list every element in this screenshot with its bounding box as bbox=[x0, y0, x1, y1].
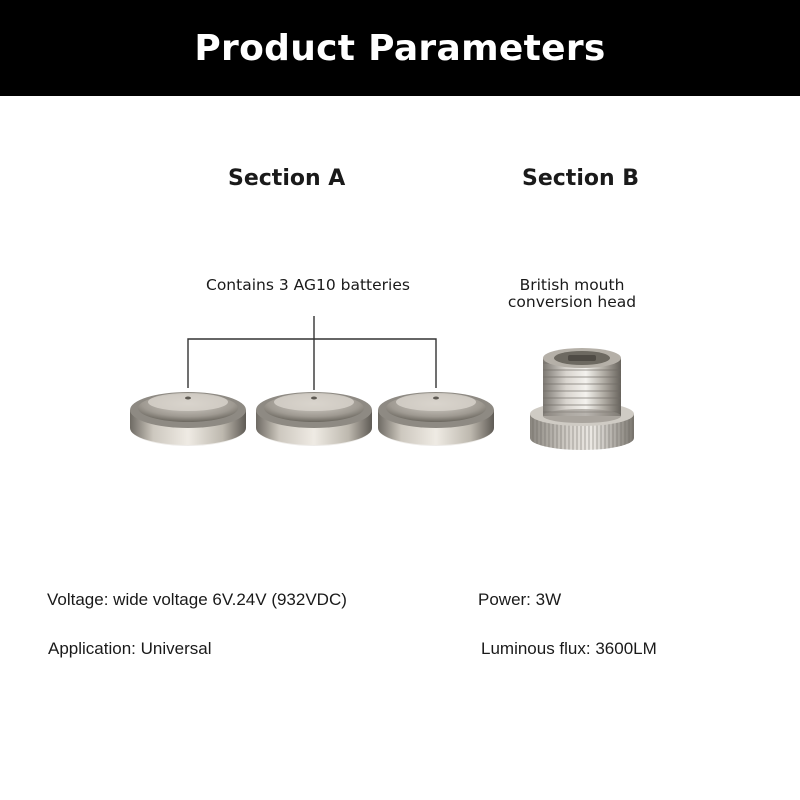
battery-callout-label: Contains 3 AG10 batteries bbox=[206, 276, 410, 294]
page-title: Product Parameters bbox=[194, 27, 606, 69]
battery-1-icon bbox=[130, 392, 246, 446]
adapter-icon bbox=[530, 348, 634, 450]
adapter-callout-line1: British mouth bbox=[519, 276, 625, 294]
callout-connector bbox=[188, 316, 436, 390]
battery-3-icon bbox=[378, 392, 494, 446]
section-b-title: Section B bbox=[522, 166, 640, 191]
battery-2-icon bbox=[256, 392, 372, 446]
application-spec: Application: Universal bbox=[48, 639, 212, 658]
power-spec: Power: 3W bbox=[478, 590, 562, 609]
adapter-callout-line2: conversion head bbox=[507, 293, 637, 311]
voltage-spec: Voltage: wide voltage 6V.24V (932VDC) bbox=[47, 590, 347, 609]
section-a-title: Section A bbox=[228, 166, 346, 191]
luminous-flux-spec: Luminous flux: 3600LM bbox=[481, 639, 657, 658]
